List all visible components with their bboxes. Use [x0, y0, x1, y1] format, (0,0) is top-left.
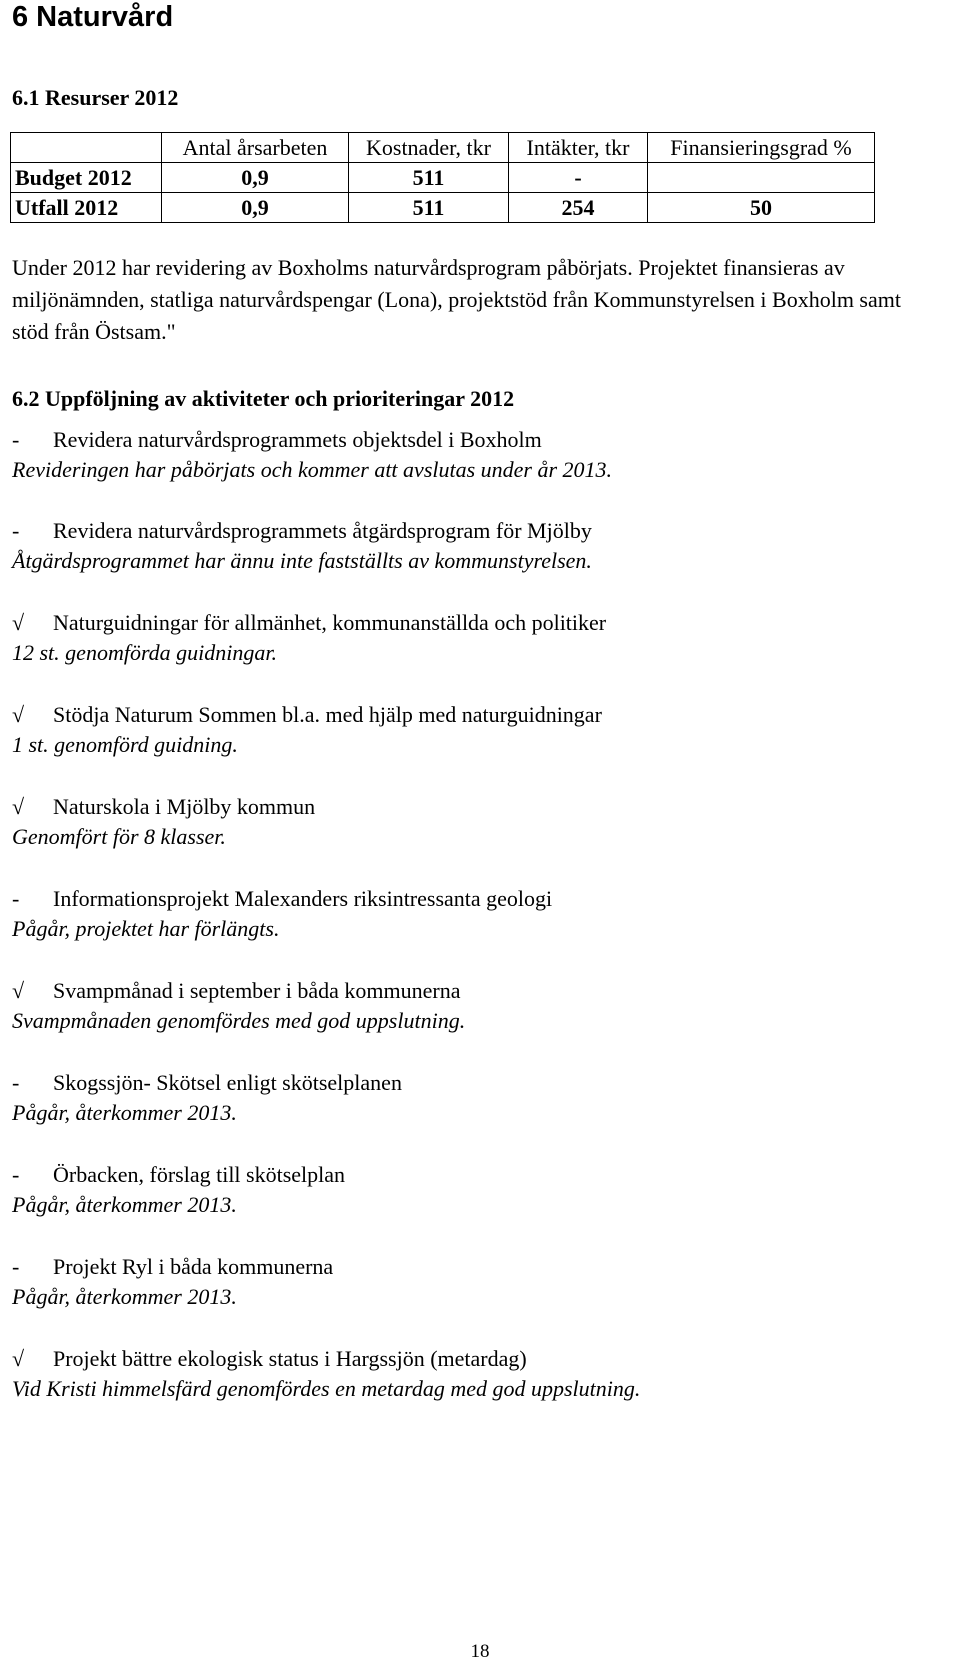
list-item	[12, 976, 942, 1036]
item-status: 1 st. genomförd guidning.	[12, 732, 238, 757]
item-marker: -	[12, 886, 20, 911]
table-row	[11, 193, 875, 223]
list-item	[12, 425, 942, 485]
item-status: Svampmånaden genomfördes med god uppslutning.	[12, 1008, 466, 1033]
item-status: Åtgärdsprogrammet har ännu inte fastställts av kommunstyrelsen.	[12, 548, 592, 573]
table-cell: -	[509, 163, 648, 193]
table-cell	[648, 163, 875, 193]
item-status: Pågår, återkommer 2013.	[12, 1284, 237, 1309]
item-marker: -	[12, 1162, 20, 1187]
item-marker: -	[12, 1254, 20, 1279]
list-item	[12, 1068, 942, 1128]
item-text: Stödja Naturum Sommen bl.a. med hjälp med naturguidningar	[53, 702, 602, 727]
table-header-cell	[11, 133, 162, 163]
table-header-cell: Finansieringsgrad %	[648, 133, 875, 163]
item-text: Naturguidningar för allmänhet, kommunanställda och politiker	[53, 610, 607, 635]
checkmark-icon: √	[12, 978, 25, 1003]
item-status: Pågår, återkommer 2013.	[12, 1192, 237, 1217]
page-number: 18	[470, 1641, 490, 1662]
item-status: Pågår, återkommer 2013.	[12, 1100, 237, 1125]
checkmark-icon: √	[12, 794, 25, 819]
list-item	[12, 516, 942, 576]
checkmark-icon: √	[12, 1346, 25, 1371]
table-row	[11, 163, 875, 193]
item-text: Skogssjön- Skötsel enligt skötselplanen	[53, 1070, 402, 1095]
table-cell: 0,9	[162, 163, 349, 193]
list-item	[12, 884, 942, 944]
item-status: 12 st. genomförda guidningar.	[12, 640, 278, 665]
item-text: Projekt Ryl i båda kommunerna	[53, 1254, 334, 1279]
table-cell: 0,9	[162, 193, 349, 223]
list-item	[12, 792, 942, 852]
resources-paragraph: Under 2012 har revidering av Boxholms naturvårdsprogram påbörjats. Projektet finansieras av miljönämnden, statliga naturvårdspengar (Lona), projektstöd från Kommunstyrelsen i Boxholm samt stöd från Östsam."	[12, 255, 901, 344]
item-text: Informationsprojekt Malexanders riksintressanta geologi	[53, 886, 553, 911]
table-header-cell: Intäkter, tkr	[509, 133, 648, 163]
list-item	[12, 1160, 942, 1220]
checkmark-icon: √	[12, 610, 25, 635]
item-text: Naturskola i Mjölby kommun	[53, 794, 316, 819]
section-title-uppfoljning: 6.2 Uppföljning av aktiviteter och prioriteringar 2012	[12, 386, 515, 411]
item-text: Revidera naturvårdsprogrammets objektsdel i Boxholm	[53, 427, 542, 452]
resources-table	[10, 132, 875, 223]
table-cell: 511	[349, 163, 509, 193]
list-item	[12, 1252, 942, 1312]
table-row-label: Budget 2012	[11, 163, 162, 193]
item-marker: -	[12, 1070, 20, 1095]
table-header-row	[11, 133, 875, 163]
list-item	[12, 608, 942, 668]
table-header-cell: Kostnader, tkr	[349, 133, 509, 163]
item-text: Svampmånad i september i båda kommunerna	[53, 978, 461, 1003]
table-row-label: Utfall 2012	[11, 193, 162, 223]
item-status: Vid Kristi himmelsfärd genomfördes en metardag med god uppslutning.	[12, 1376, 641, 1401]
item-text: Projekt bättre ekologisk status i Hargssjön (metardag)	[53, 1346, 527, 1371]
table-header-cell: Antal årsarbeten	[162, 133, 349, 163]
list-item	[12, 1344, 942, 1404]
item-status: Revideringen har påbörjats och kommer att avslutas under år 2013.	[12, 457, 613, 482]
section-title-resurser: 6.1 Resurser 2012	[12, 85, 179, 110]
table-cell: 254	[509, 193, 648, 223]
table-cell: 511	[349, 193, 509, 223]
checkmark-icon: √	[12, 702, 25, 727]
list-item	[12, 700, 942, 760]
chapter-heading: 6 Naturvård	[12, 1, 174, 33]
item-marker: -	[12, 427, 20, 452]
item-status: Genomfört för 8 klasser.	[12, 824, 226, 849]
item-text: Revidera naturvårdsprogrammets åtgärdsprogram för Mjölby	[53, 518, 592, 543]
table-cell: 50	[648, 193, 875, 223]
item-status: Pågår, projektet har förlängts.	[12, 916, 280, 941]
item-text: Örbacken, förslag till skötselplan	[53, 1162, 346, 1187]
item-marker: -	[12, 518, 20, 543]
